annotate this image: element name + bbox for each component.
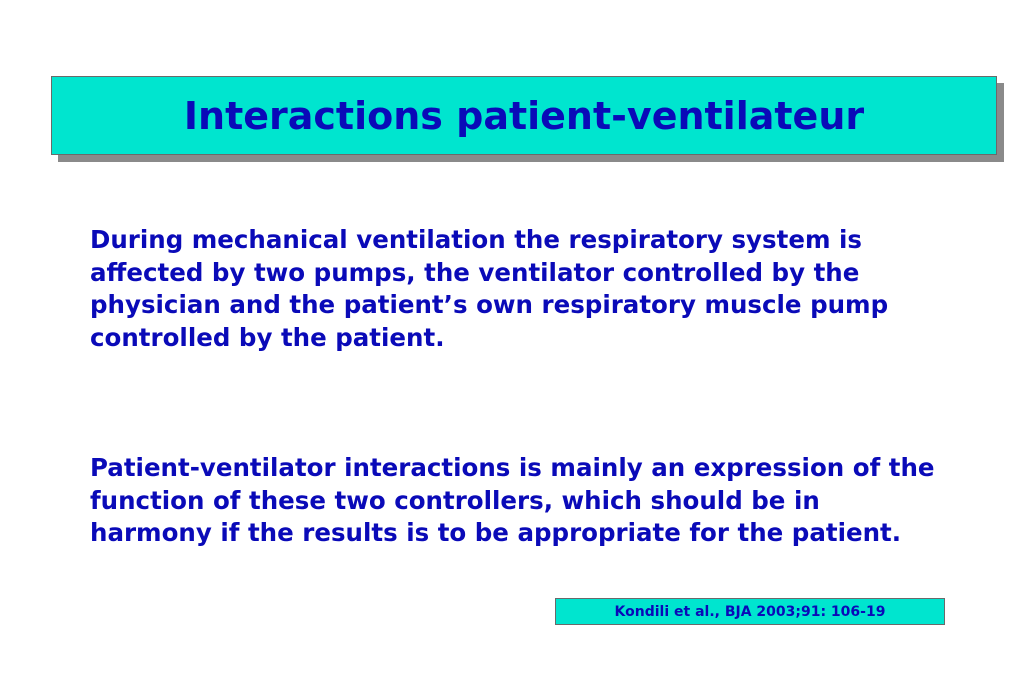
body-paragraph-2: Patient-ventilator interactions is mainly an expression of the function of these two controllers, which should be in harmony if the results is to be appropriate for the patient. <box>90 453 935 547</box>
citation-banner <box>555 598 945 625</box>
slide-title: Interactions patient-ventilateur <box>183 93 865 138</box>
title-banner <box>51 76 997 155</box>
citation-text: Kondili et al., BJA 2003;91: 106-19 <box>614 603 886 620</box>
body-paragraph-1: During mechanical ventilation the respiratory system is affected by two pumps, the ventilator controlled by the physician and the patient’s own respiratory muscle pump controlled by the patient. <box>90 225 889 352</box>
